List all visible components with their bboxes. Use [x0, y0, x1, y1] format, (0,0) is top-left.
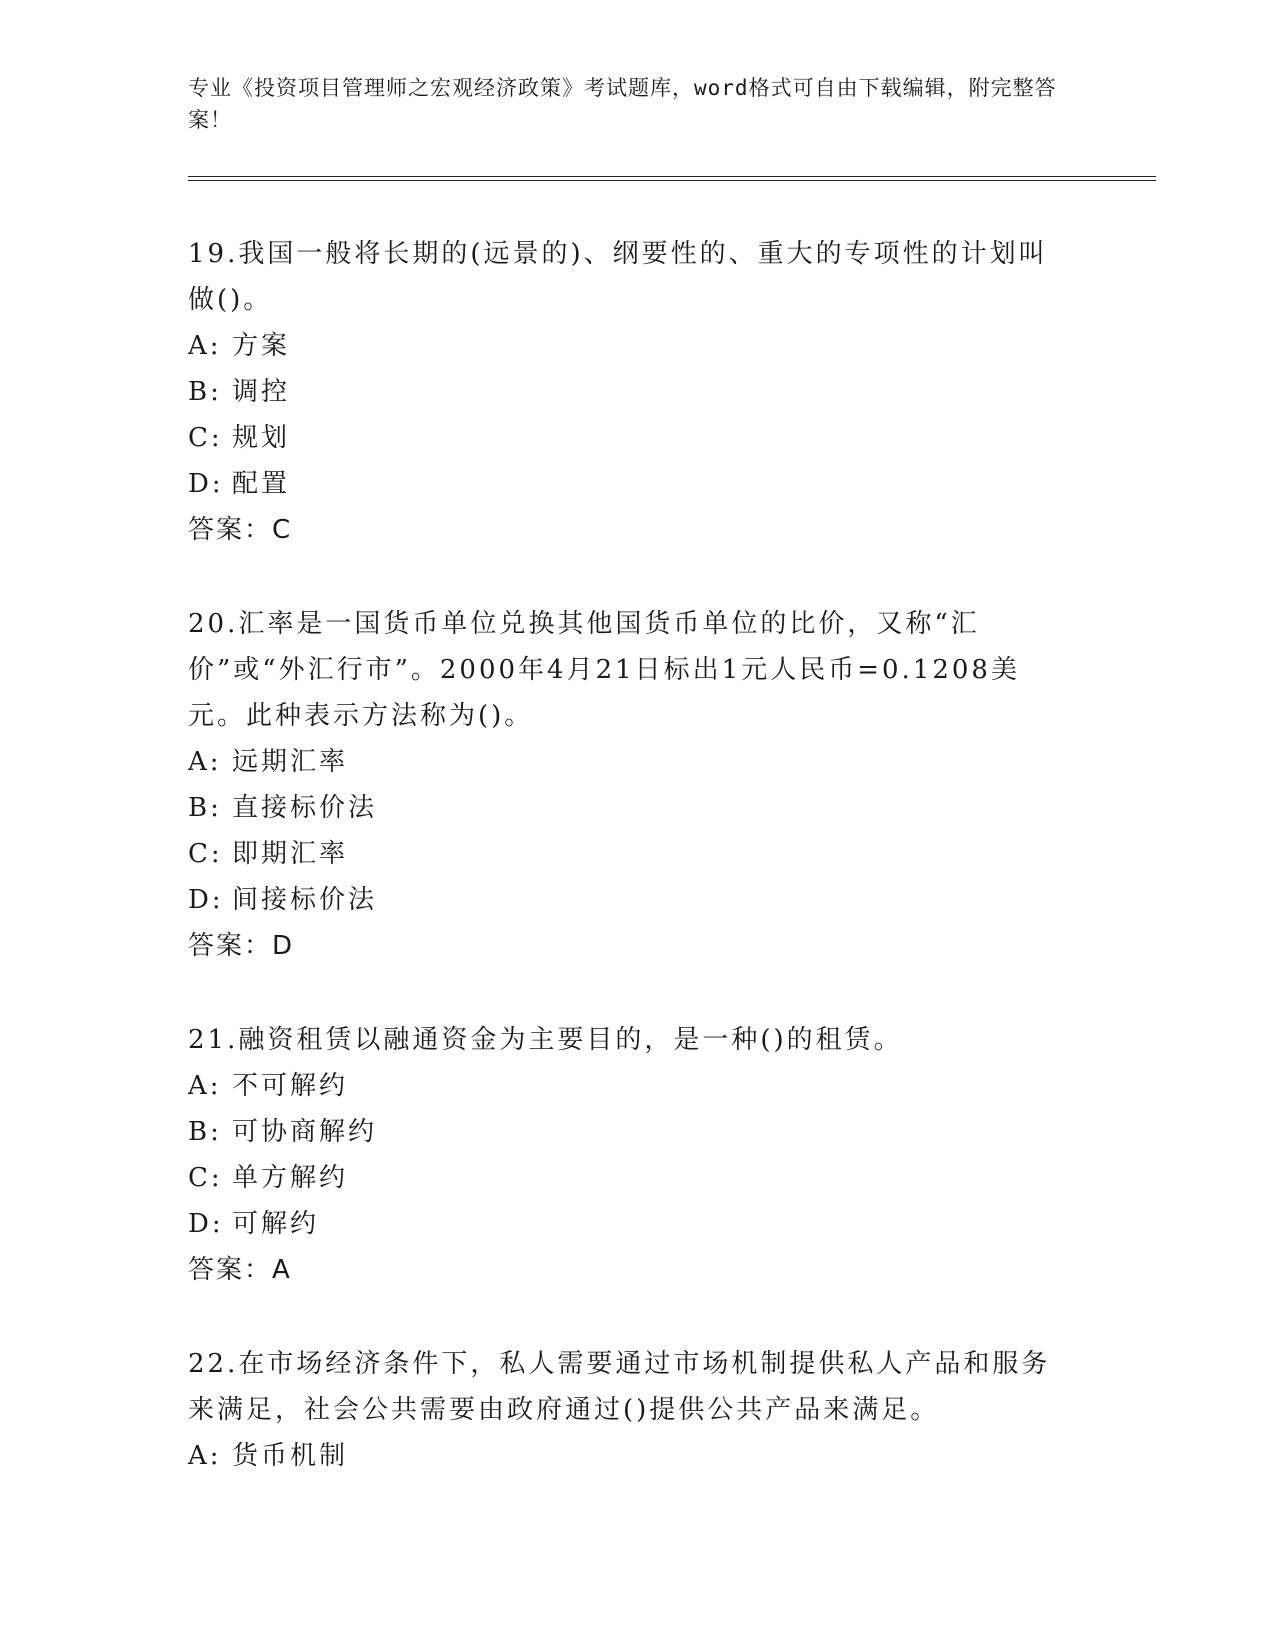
- option-text: 间接标价法: [232, 885, 378, 915]
- question-list: [188, 231, 1088, 1479]
- option-letter: A:: [188, 747, 222, 777]
- option-a: [188, 739, 1088, 785]
- option-letter: C:: [188, 839, 223, 869]
- option-letter: B:: [188, 377, 222, 407]
- option-letter: C:: [188, 1163, 223, 1193]
- option-c: [188, 415, 1088, 461]
- option-text: 货币机制: [232, 1441, 349, 1471]
- answer-line: 答案：D: [188, 931, 295, 961]
- option-letter: D:: [188, 1209, 224, 1239]
- option-c: [188, 831, 1088, 877]
- option-d: [188, 461, 1088, 507]
- question-stem: 20.汇率是一国货币单位兑换其他国货币单位的比价，又称“汇价”或“外汇行市”。2000年4月21日标出1元人民币=0.1208美元。此种表示方法称为()。: [188, 609, 1020, 731]
- question-19: [188, 231, 1088, 553]
- option-letter: B:: [188, 793, 222, 823]
- question-22: [188, 1341, 1088, 1479]
- question-stem: 22.在市场经济条件下，私人需要通过市场机制提供私人产品和服务来满足，社会公共需要由政府通过()提供公共产品来满足。: [188, 1349, 1051, 1425]
- question-21: [188, 1017, 1088, 1293]
- option-text: 规划: [232, 423, 291, 453]
- option-b: [188, 1109, 1088, 1155]
- option-letter: D:: [188, 469, 224, 499]
- answer-line: 答案：A: [188, 1255, 292, 1285]
- option-text: 可解约: [232, 1209, 320, 1239]
- question-20: [188, 601, 1088, 969]
- option-letter: C:: [188, 423, 223, 453]
- question-stem: 19.我国一般将长期的(远景的)、纲要性的、重大的专项性的计划叫做()。: [188, 239, 1048, 315]
- option-letter: D:: [188, 885, 224, 915]
- option-text: 直接标价法: [232, 793, 378, 823]
- option-text: 调控: [232, 377, 291, 407]
- option-letter: A:: [188, 1071, 222, 1101]
- option-a: [188, 1063, 1088, 1109]
- option-letter: B:: [188, 1117, 222, 1147]
- option-c: [188, 1155, 1088, 1201]
- option-text: 配置: [232, 469, 291, 499]
- document-intro: 专业《投资项目管理师之宏观经济政策》考试题库，word格式可自由下载编辑，附完整答案！: [188, 76, 1057, 132]
- option-text: 方案: [232, 331, 291, 361]
- answer-line: 答案：C: [188, 515, 293, 545]
- document-page: [188, 72, 1088, 1527]
- option-text: 不可解约: [232, 1071, 349, 1101]
- header-divider: [188, 176, 1156, 181]
- option-b: [188, 785, 1088, 831]
- option-text: 远期汇率: [232, 747, 349, 777]
- option-letter: A:: [188, 331, 222, 361]
- option-a: [188, 323, 1088, 369]
- option-text: 即期汇率: [232, 839, 349, 869]
- option-b: [188, 369, 1088, 415]
- option-text: 可协商解约: [232, 1117, 378, 1147]
- option-a: [188, 1433, 1088, 1479]
- option-d: [188, 877, 1088, 923]
- question-stem: 21.融资租赁以融通资金为主要目的，是一种()的租赁。: [188, 1025, 903, 1055]
- option-letter: A:: [188, 1441, 222, 1471]
- option-d: [188, 1201, 1088, 1247]
- option-text: 单方解约: [232, 1163, 349, 1193]
